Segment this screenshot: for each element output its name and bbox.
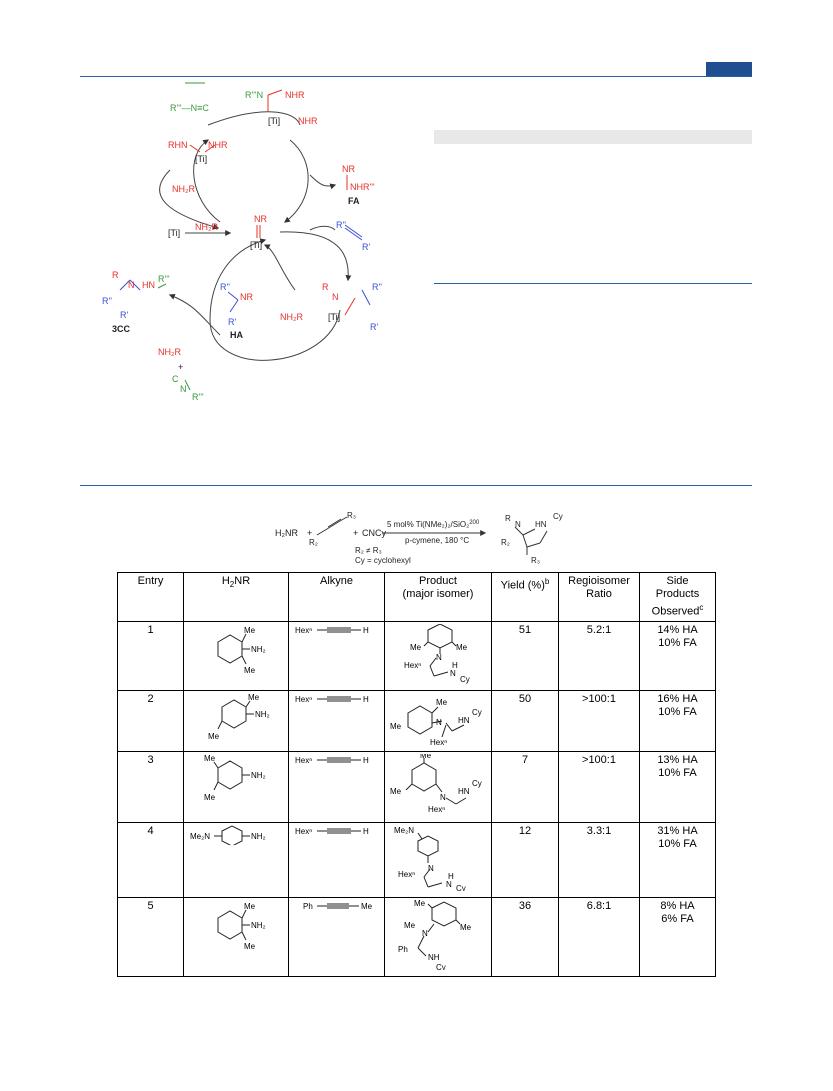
fa-label: FA (348, 196, 360, 206)
reaction-plus2: + (353, 528, 359, 538)
alkyne-right: H (362, 826, 369, 836)
cell-entry: 4 (118, 822, 184, 897)
alkyne-structure (293, 825, 381, 839)
product-n: N (440, 792, 446, 802)
product-h: H (452, 660, 458, 670)
product-h: H (448, 871, 454, 881)
product-r: R (505, 514, 511, 523)
header-product: Product (major isomer) (385, 573, 492, 622)
cell-amine (184, 690, 289, 751)
alkyne-structure (293, 693, 381, 707)
cell-side: 13% HA 10% FA (640, 751, 716, 822)
product-me1: Me (410, 642, 422, 652)
cell-product (385, 897, 492, 976)
h2nr-bottom: NH₂R (158, 347, 181, 357)
product-me2: Me (436, 697, 448, 707)
ha-nr: NR (240, 292, 253, 302)
product-hn: HN (535, 520, 547, 529)
cell-yield: 50 (492, 690, 559, 751)
amine-structure (188, 825, 284, 845)
cell-product (385, 822, 492, 897)
cell-alkyne (289, 822, 385, 897)
cell-product (385, 621, 492, 690)
cell-amine (184, 751, 289, 822)
page-badge (706, 62, 752, 76)
caption-rule (434, 283, 752, 284)
azati-r: R (322, 282, 329, 292)
amine-me1: Me (204, 753, 216, 763)
product-structure (388, 900, 488, 970)
cc-r1: R' (120, 310, 129, 320)
cell-ratio: 6.8:1 (559, 897, 640, 976)
alkyne-r2: R'' (336, 220, 346, 230)
catalytic-cycle-scheme (100, 80, 420, 410)
cell-product (385, 690, 492, 751)
product-n: N (428, 863, 434, 873)
header-side: Side Products Observed$^c$ (640, 573, 716, 622)
amine-me1: Me (244, 625, 256, 635)
azati-ti: [Ti] (328, 312, 341, 322)
amine-me1: Me (244, 901, 256, 911)
header-h2nr: $H_2NR$ (184, 573, 289, 622)
reaction-conditions-top: 5 mol% Ti(NMe₂)₂/SiO₂$^{200}$ (387, 520, 480, 529)
cell-entry: 3 (118, 751, 184, 822)
cell-yield: 36 (492, 897, 559, 976)
cell-alkyne (289, 621, 385, 690)
cell-entry: 5 (118, 897, 184, 976)
cell-side: 14% HA 10% FA (640, 621, 716, 690)
product-me2: Me (404, 920, 416, 930)
ti-start: [Ti] (168, 228, 181, 238)
product-hex: Hexⁿ (430, 737, 448, 745)
amine-me2: Me (244, 941, 256, 951)
amine-structure (188, 693, 284, 745)
alkyne-left: Hexⁿ (294, 625, 312, 635)
product-cy: Cy (456, 883, 466, 891)
alkyne-right: Me (360, 901, 372, 911)
cell-ratio: >100:1 (559, 751, 640, 822)
cell-side: 31% HA 10% FA (640, 822, 716, 897)
ti-top: [Ti] (268, 116, 281, 126)
product-n: N (422, 928, 428, 938)
isonitrile-top: R'''—N≡C (170, 103, 209, 113)
cell-amine (184, 897, 289, 976)
reaction-r3: R₃ (347, 511, 357, 520)
iso-n: N (180, 384, 187, 394)
caption-bar (434, 130, 752, 144)
table-row (118, 621, 716, 690)
cc-hn: HN (142, 280, 155, 290)
reaction-note1: R₂ ≠ R₃ (355, 546, 382, 555)
product-hex: Hexⁿ (398, 869, 416, 879)
product-structure (388, 825, 488, 891)
alkyne-right: H (362, 625, 369, 635)
ha-label: HA (230, 330, 243, 340)
amine-structure (188, 624, 284, 682)
alkyne-left: Hexⁿ (294, 694, 312, 704)
cell-side: 16% HA 10% FA (640, 690, 716, 751)
alkyne-left: Hexⁿ (294, 755, 312, 765)
product-me1: Me (390, 721, 402, 731)
product-r3: R₃ (531, 556, 541, 565)
bisamide-nhr: NHR (208, 140, 228, 150)
amine-me2: Me (208, 731, 220, 741)
amine-me2n: Me₂N (190, 831, 210, 841)
imido-ti: [Ti] (250, 240, 263, 250)
product-me1: Me (414, 899, 426, 908)
alkyne-right: H (362, 755, 369, 765)
reaction-h2nr: H₂NR (275, 528, 298, 538)
product-hex: Hexⁿ (428, 804, 446, 814)
amine-nh2: NH₂ (251, 644, 266, 654)
bisamide-rhn: RHN (168, 140, 188, 150)
cell-ratio: 3.3:1 (559, 822, 640, 897)
product-me3: Me (460, 922, 472, 932)
reaction-plus1: + (307, 528, 313, 538)
cell-yield: 7 (492, 751, 559, 822)
bisamide-ti: [Ti] (195, 154, 208, 164)
azati-n: N (332, 292, 339, 302)
product-n: N (436, 652, 442, 662)
h2nr-start: NH₂R (195, 222, 218, 232)
product-cy: Cy (460, 674, 470, 684)
amine-structure (188, 754, 284, 806)
product-n: N (436, 717, 442, 727)
product-cy: Cy (436, 962, 446, 970)
table-row (118, 690, 716, 751)
product-me2: Me (390, 786, 402, 796)
amine-nh2: NH₂ (255, 709, 270, 719)
alkyne-structure (293, 624, 381, 638)
reaction-conditions-bottom: p-cymene, 180 °C (405, 536, 470, 545)
product-me1: Me (420, 753, 432, 760)
table-row (118, 822, 716, 897)
iso-c: C (172, 374, 179, 384)
cell-ratio: 5.2:1 (559, 621, 640, 690)
ti-top-nhr: NHR (298, 116, 318, 126)
reaction-scheme (265, 505, 595, 567)
product-r2: R₂ (501, 538, 510, 547)
header-yield: Yield (%)$^b$ (492, 573, 559, 622)
cell-entry: 2 (118, 690, 184, 751)
reaction-cncy: CNCy (362, 528, 386, 538)
cc-label: 3CC (112, 324, 131, 334)
table-row (118, 897, 716, 976)
cell-alkyne (289, 690, 385, 751)
cell-alkyne (289, 897, 385, 976)
header-alkyne: Alkyne (289, 573, 385, 622)
azati-r1: R' (370, 322, 379, 332)
reaction-note2: Cy = cyclohexyl (355, 556, 411, 565)
product-nh: NH (428, 952, 440, 962)
table-row (118, 751, 716, 822)
cc-r: R (112, 270, 119, 280)
cell-yield: 51 (492, 621, 559, 690)
product-ph: Ph (398, 944, 408, 954)
imido-nr: NR (254, 214, 267, 224)
product-cy: Cy (472, 707, 482, 717)
cell-amine (184, 822, 289, 897)
product-n: N (515, 520, 521, 529)
cc-n: N (128, 280, 135, 290)
amidinate-top-nhr: NHR (285, 90, 305, 100)
cell-ratio: >100:1 (559, 690, 640, 751)
product-structure (388, 754, 488, 816)
product-structure (388, 693, 488, 745)
alkyne-left: Hexⁿ (294, 826, 312, 836)
cell-side: 8% HA 6% FA (640, 897, 716, 976)
results-table (117, 572, 716, 977)
product-hex: Hexⁿ (404, 660, 422, 670)
amine-nh2: NH₂ (251, 770, 266, 780)
h2nr-left: NH₂R (172, 184, 195, 194)
reaction-r2: R₂ (309, 538, 318, 547)
amidinate-top-r: R'''N (245, 90, 264, 100)
cell-product (385, 751, 492, 822)
amine-me2: Me (204, 792, 216, 802)
cc-r2: R'' (102, 296, 112, 306)
product-hn: HN (458, 786, 470, 796)
product-me2n: Me₂N (394, 825, 414, 835)
amine-nh2: NH₂ (251, 831, 266, 841)
cell-amine (184, 621, 289, 690)
product-cy: Cy (472, 778, 482, 788)
alkyne-left: Ph (302, 901, 313, 911)
product-hn: HN (458, 715, 470, 725)
product-me2: Me (456, 642, 468, 652)
alkyne-structure (293, 754, 381, 768)
header-entry: Entry (118, 573, 184, 622)
azati-r2: R'' (372, 282, 382, 292)
fa-nr: NR (342, 164, 355, 174)
h2nr-mid: NH₂R (280, 312, 303, 322)
product-ncy: N (450, 668, 456, 678)
header-rule (80, 76, 752, 77)
amine-structure (188, 900, 284, 958)
cell-entry: 1 (118, 621, 184, 690)
product-ncy: N (446, 879, 452, 889)
section-rule (80, 485, 752, 486)
iso-r3: R''' (192, 392, 204, 402)
table-header-row (118, 573, 716, 622)
amine-me2: Me (244, 665, 256, 675)
alkyne-structure (293, 900, 381, 914)
ha-r2: R'' (220, 282, 230, 292)
cc-r3: R''' (158, 274, 170, 284)
amine-nh2: NH₂ (251, 920, 266, 930)
ha-r1: R' (228, 317, 237, 327)
alkyne-r1: R' (362, 242, 371, 252)
alkyne-right: H (362, 694, 369, 704)
header-regio: Regioisomer Ratio (559, 573, 640, 622)
amine-me1: Me (248, 692, 260, 702)
cell-alkyne (289, 751, 385, 822)
cell-yield: 12 (492, 822, 559, 897)
product-structure (388, 624, 488, 684)
plus-bottom: + (178, 362, 184, 372)
product-cy: Cy (553, 512, 563, 521)
fa-nhr: NHR''' (350, 182, 375, 192)
